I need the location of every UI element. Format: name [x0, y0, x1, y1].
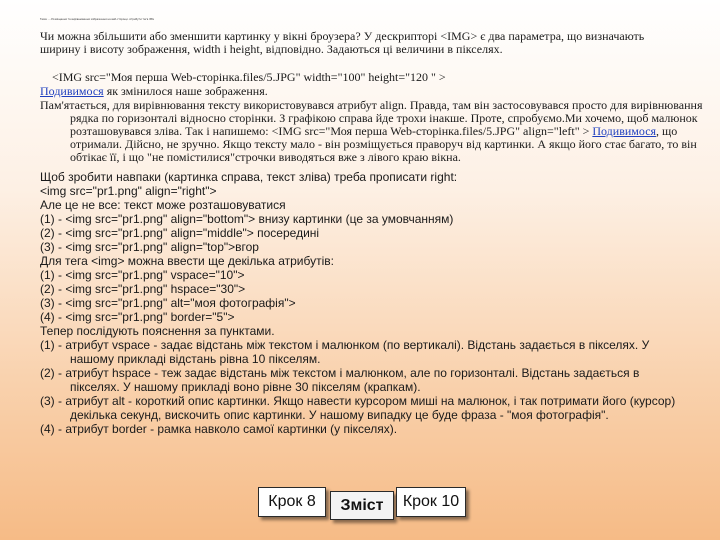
text-line: (1) - атрибут vspace - задає відстань між текстом і малюнком (по вертикалі). Відстань задається в пікселях. У нашому прикладі відстань рівна 10 пікселям.: [40, 338, 650, 366]
align-text-b: , що отримали. Дійсно, не зручно. Якщо тексту мало - він розміщується праворуч від картинки. А якщо його стає багато, то він обтікає її, і що "не помістилися"строчки виводяться вже з лівого краю вікна.: [70, 124, 697, 164]
text-line: (1) - <img src="pr1.png" align="bottom"> внизу картинки (це за умовчанням): [40, 212, 454, 226]
text-line: Але це не все: текст може розташовуватися: [40, 198, 286, 212]
contents-button[interactable]: Зміст: [330, 491, 394, 520]
text-line: (1) - <img src="pr1.png" vspace="10">: [40, 268, 245, 282]
code-example: <IMG src="Моя перша Web-сторінка.files/5.JPG" width="100" height="120 " >: [52, 70, 446, 84]
text-line: Щоб зробити навпаки (картинка справа, текст зліва) треба прописати right:: [40, 170, 458, 184]
align-text-a: Пам'ятається, для вирівнювання тексту використовувався атрибут align. Правда, там він застосовувався просто для вирівнювання рядка по горизонталі відносно сторінки. З графікою справа йде трохи інакше. Проте, спробуємо.Ми хочемо, щоб малюнок розташовувався зліва. Так і напишемо: <IMG src="Моя перша Web-сторінка.files/5.JPG" align="left" >: [40, 98, 703, 138]
text-line: <img src="pr1.png" align="right">: [40, 184, 217, 198]
text-line: (3) - <img src="pr1.png" align="top">вгор: [40, 240, 259, 254]
slide-header: Тема: ... Розміщення та вирівнювання зображення на веб-сторінці. Атрибути тега IMG: [40, 18, 154, 21]
text-line: Тепер послідують пояснення за пунктами.: [40, 324, 275, 338]
look-paragraph: [40, 85, 680, 98]
text-line: (3) - <img src="pr1.png" alt="моя фотографія">: [40, 296, 296, 310]
prev-step-button[interactable]: Крок 8: [258, 487, 326, 517]
text-line: (4) - атрибут border - рамка навколо самої картинки (у пікселях).: [40, 422, 398, 436]
text-line: (2) - атрибут hspace - теж задає відстань між текстом і малюнком, але по горизонталі. Відстань задається в пікселях. У нашому прикладі воно рівне 30 пікселям (крапкам).: [40, 366, 640, 394]
look-text: як змінилося наше зображення.: [103, 84, 268, 98]
align-paragraph: [40, 99, 710, 164]
align-link[interactable]: Подивимося: [592, 124, 657, 138]
content-lines: [40, 170, 680, 436]
intro-paragraph: Чи можна збільшити або зменшити картинку у вікні броузера? У дескрипторі <IMG> є два параметра, що визначають ширину і висоту зображення, width і height, відповідно. Задаються ці величини в пікселях.: [40, 29, 645, 56]
text-line: (2) - <img src="pr1.png" hspace="30">: [40, 282, 246, 296]
text-line: Для тега <img> можна ввести ще декілька атрибутів:: [40, 254, 334, 268]
text-line: (2) - <img src="pr1.png" align="middle"> посередині: [40, 226, 320, 240]
text-line: (4) - <img src="pr1.png" border="5">: [40, 310, 235, 324]
next-step-button[interactable]: Крок 10: [396, 487, 466, 517]
text-line: (3) - атрибут alt - короткий опис картинки. Якщо навести курсором миші на малюнок, і так потримати його (курсор) декілька секунд, вискочить опис картинки. У нашому випадку це буде фраза - "моя фотографія".: [40, 394, 676, 422]
look-link[interactable]: Подивимося: [40, 84, 104, 98]
